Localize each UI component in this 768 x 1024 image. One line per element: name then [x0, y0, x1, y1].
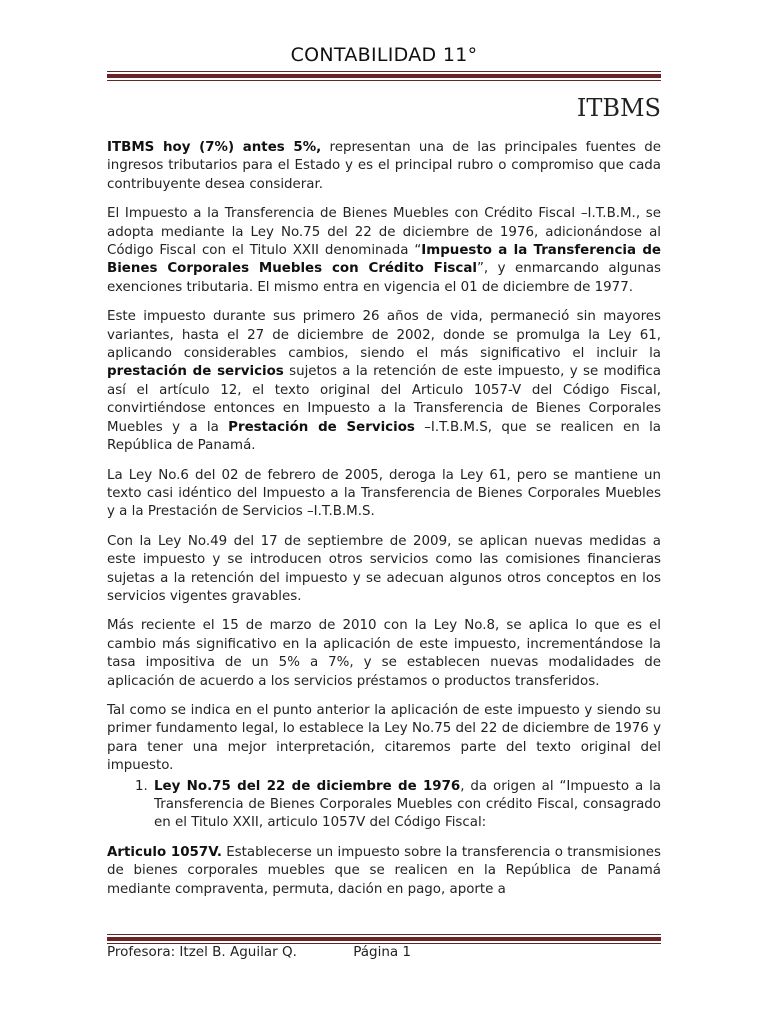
bold-text: Impuesto a la Transferencia de Bienes Corporales Muebles con Crédito Fiscal — [107, 243, 661, 277]
bold-text: prestación de servicios — [107, 364, 284, 380]
paragraph-6 — [107, 617, 661, 691]
paragraph-1 — [107, 139, 661, 194]
paragraph-7 — [107, 702, 661, 776]
paragraph-text: La Ley No.6 del 02 de febrero de 2005, deroga la Ley 61, pero se mantiene un texto casi idéntico del Impuesto a la Transferencia de Bienes Corporales Muebles y a la Prestación de Servicios –I.T.B.M.S. — [107, 467, 661, 520]
paragraph-4 — [107, 467, 661, 522]
paragraph-2 — [107, 205, 661, 297]
bold-text: Articulo 1057V. — [107, 844, 222, 860]
footer-rule — [107, 934, 661, 944]
paragraph-text: Con la Ley No.49 del 17 de septiembre de 2009, se aplican nuevas medidas a este impuesto y se introducen otros servicios como las comisiones financieras sujetas a la retención del impuesto y se adecuan algunos otros conceptos en los servicios vigentes gravables. — [107, 533, 661, 604]
numbered-list — [107, 778, 661, 833]
paragraph-text: Establecerse un impuesto sobre la transferencia o transmisiones de bienes corporales muebles que se realicen en la República de Panamá mediante compraventa, permuta, dación en pago, aporte a — [107, 844, 661, 897]
paragraph-text: Más reciente el 15 de marzo de 2010 con la Ley No.8, se aplica lo que es el cambio más significativo en la aplicación de este impuesto, incrementándose la tasa impositiva de un 5% a 7%, y se establecen nuevas modalidades de aplicación de acuerdo a los servicios préstamos o productos transferidos. — [107, 618, 661, 689]
bold-text: Ley No.75 del 22 de diciembre de 1976 — [154, 778, 461, 794]
article-paragraph — [107, 844, 661, 899]
document-title: ITBMS — [576, 94, 661, 122]
paragraph-text: ”, y enmarcando algunas exenciones tributaria. El mismo entra en vigencia el 01 de diciembre de 1977. — [107, 261, 662, 295]
paragraph-text: Este impuesto durante sus primero 26 años de vida, permaneció sin mayores variantes, hasta el 27 de diciembre de 2002, donde se promulga la Ley 61, aplicando considerables cambios, siendo el más significativo el incluir la — [107, 309, 661, 362]
bold-text: Prestación de Servicios — [228, 419, 415, 435]
paragraph-text: sujetos a la retención de este impuesto, y se modifica así el artículo 12, el texto original del Articulo 1057-V del Código Fiscal, convirtiéndose entonces en Impuesto a la Transferencia de Bienes Corporales Muebles y a la — [107, 364, 661, 435]
footer-author: Profesora: Itzel B. Aguilar Q. — [107, 944, 297, 960]
header-rule — [107, 71, 661, 81]
paragraph-text: representan una de las principales fuentes de ingresos tributarios para el Estado y es el principal rubro o compromiso que cada contribuyente desea considerar. — [107, 140, 662, 192]
paragraph-text: –I.T.B.M.S, que se realicen en la República de Panamá. — [107, 419, 661, 454]
list-item-text: , da origen al “Impuesto a la Transferencia de Bienes Corporales Muebles con crédito Fiscal, consagrado en el Titulo XXII, articulo 1057V del Código Fiscal: — [154, 778, 662, 831]
footer — [107, 944, 411, 960]
footer-page-number: Página 1 — [353, 944, 412, 960]
paragraph-text: El Impuesto a la Transferencia de Bienes Muebles con Crédito Fiscal –I.T.B.M., se adopta mediante la Ley No.75 del 22 de diciembre de 1976, adicionándose al Código Fiscal con el Titulo XXII denominada “ — [107, 206, 661, 259]
list-item — [152, 778, 661, 833]
paragraph-3 — [107, 308, 661, 455]
bold-text: ITBMS hoy (7%) antes 5%, — [107, 140, 322, 155]
paragraph-5 — [107, 533, 661, 607]
paragraph-text: Tal como se indica en el punto anterior la aplicación de este impuesto y siendo su primer fundamento legal, lo establece la Ley No.75 del 22 de diciembre de 1976 y para tener una mejor interpretación, citaremos parte del texto original del impuesto. — [107, 702, 661, 774]
header-title: CONTABILIDAD 11° — [290, 44, 478, 66]
document-body — [107, 139, 661, 910]
